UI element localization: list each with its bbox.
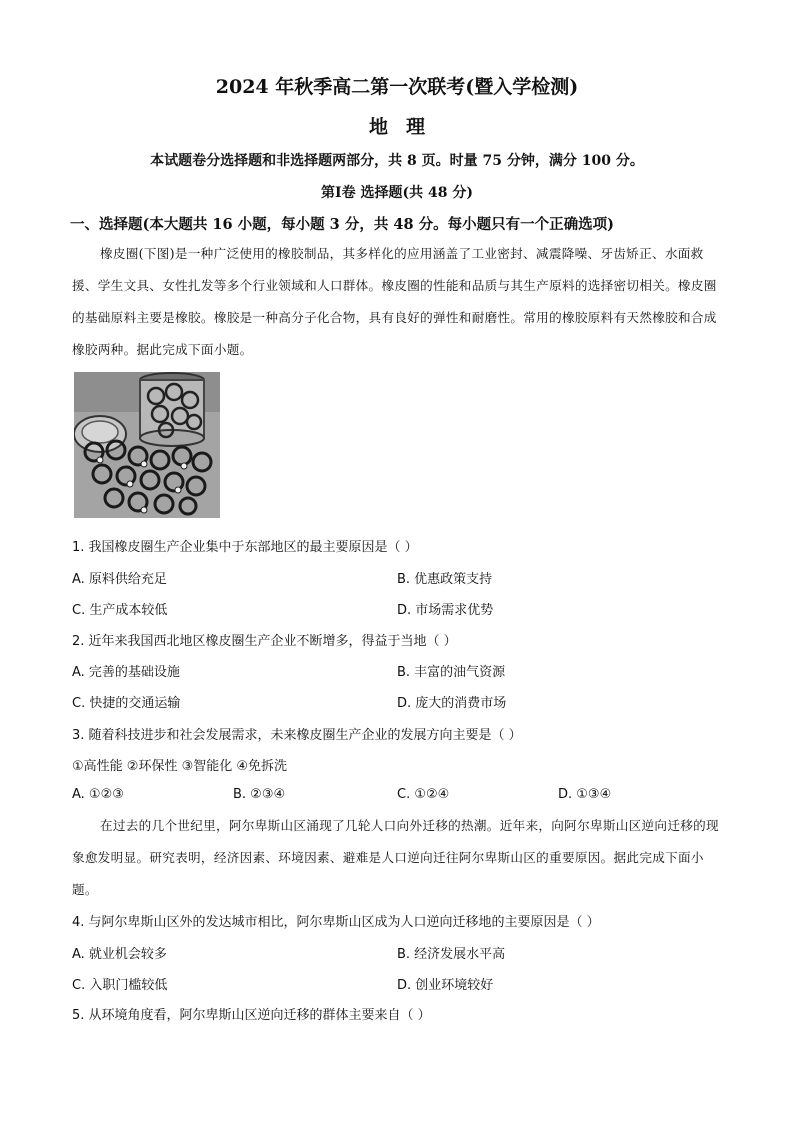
question-4: 4. 与阿尔卑斯山区外的发达城市相比，阿尔卑斯山区成为人口逆向迁移地的主要原因是（ ） xyxy=(72,915,600,930)
q2-option-d[interactable]: D. 庞大的消费市场 xyxy=(397,696,507,711)
question-5: 5. 从环境角度看，阿尔卑斯山区逆向迁移的群体主要来自（ ） xyxy=(72,1008,431,1023)
q1-option-b[interactable]: B. 优惠政策支持 xyxy=(397,572,493,587)
q3-option-a[interactable]: A. ①②③ xyxy=(72,787,124,802)
passage-rubber-band: 橡皮圈(下图)是一种广泛使用的橡胶制品，其多样化的应用涵盖了工业密封、减震降噪、牙齿矫正、水面救援、学生文具、女性扎发等多个行业领域和人口群体。橡皮圈的性能和品质与其生产原料的选择密切相关。橡皮圈的基础原料主要是橡胶。橡胶是一种高分子化合物，具有良好的弹性和耐磨性。常用的橡胶原料有天然橡胶和合成橡胶两种。据此完成下面小题。 xyxy=(72,246,717,357)
exam-info: 本试题卷分选择题和非选择题两部分，共 8 页。时量 75 分钟，满分 100 分。 xyxy=(150,153,644,169)
question-1: 1. 我国橡皮圈生产企业集中于东部地区的最主要原因是（ ） xyxy=(72,540,418,555)
question-2: 2. 近年来我国西北地区橡皮圈生产企业不断增多，得益于当地（ ） xyxy=(72,634,457,649)
q3-items: ①高性能 ②环保性 ③智能化 ④免拆洗 xyxy=(72,759,288,774)
q4-option-b[interactable]: B. 经济发展水平高 xyxy=(397,947,506,962)
q1-option-c[interactable]: C. 生产成本较低 xyxy=(72,603,168,618)
exam-title: 2024 年秋季高二第一次联考(暨入学检测) xyxy=(215,76,579,98)
question-3: 3. 随着科技进步和社会发展需求，未来橡皮圈生产企业的发展方向主要是（ ） xyxy=(72,728,522,743)
section-title: 第Ⅰ卷 选择题(共 48 分) xyxy=(321,185,473,201)
subject-title: 地理 xyxy=(368,116,443,138)
q3-option-c[interactable]: C. ①②④ xyxy=(397,787,450,802)
q2-option-c[interactable]: C. 快捷的交通运输 xyxy=(72,696,181,711)
q2-option-a[interactable]: A. 完善的基础设施 xyxy=(72,665,180,680)
q1-option-a[interactable]: A. 原料供给充足 xyxy=(72,572,167,587)
q3-option-d[interactable]: D. ①③④ xyxy=(558,787,612,802)
q3-option-b[interactable]: B. ②③④ xyxy=(233,787,286,802)
q4-option-a[interactable]: A. 就业机会较多 xyxy=(72,947,167,962)
passage-alps: 在过去的几个世纪里，阿尔卑斯山区涌现了几轮人口向外迁移的热潮。近年来，向阿尔卑斯山区逆向迁移的现象愈发明显。研究表明，经济因素、环境因素、避难是人口逆向迁往阿尔卑斯山区的重要原因。据此完成下面小题。 xyxy=(72,818,719,897)
part-heading: 一、选择题(本大题共 16 小题，每小题 3 分，共 48 分。每小题只有一个正确选项) xyxy=(70,216,614,233)
rubber-band-photo xyxy=(74,372,220,518)
q1-option-d[interactable]: D. 市场需求优势 xyxy=(397,603,494,618)
q4-option-c[interactable]: C. 入职门槛较低 xyxy=(72,978,168,993)
q2-option-b[interactable]: B. 丰富的油气资源 xyxy=(397,665,506,680)
rubber-band-illustration xyxy=(74,372,220,518)
q4-option-d[interactable]: D. 创业环境较好 xyxy=(397,978,494,993)
